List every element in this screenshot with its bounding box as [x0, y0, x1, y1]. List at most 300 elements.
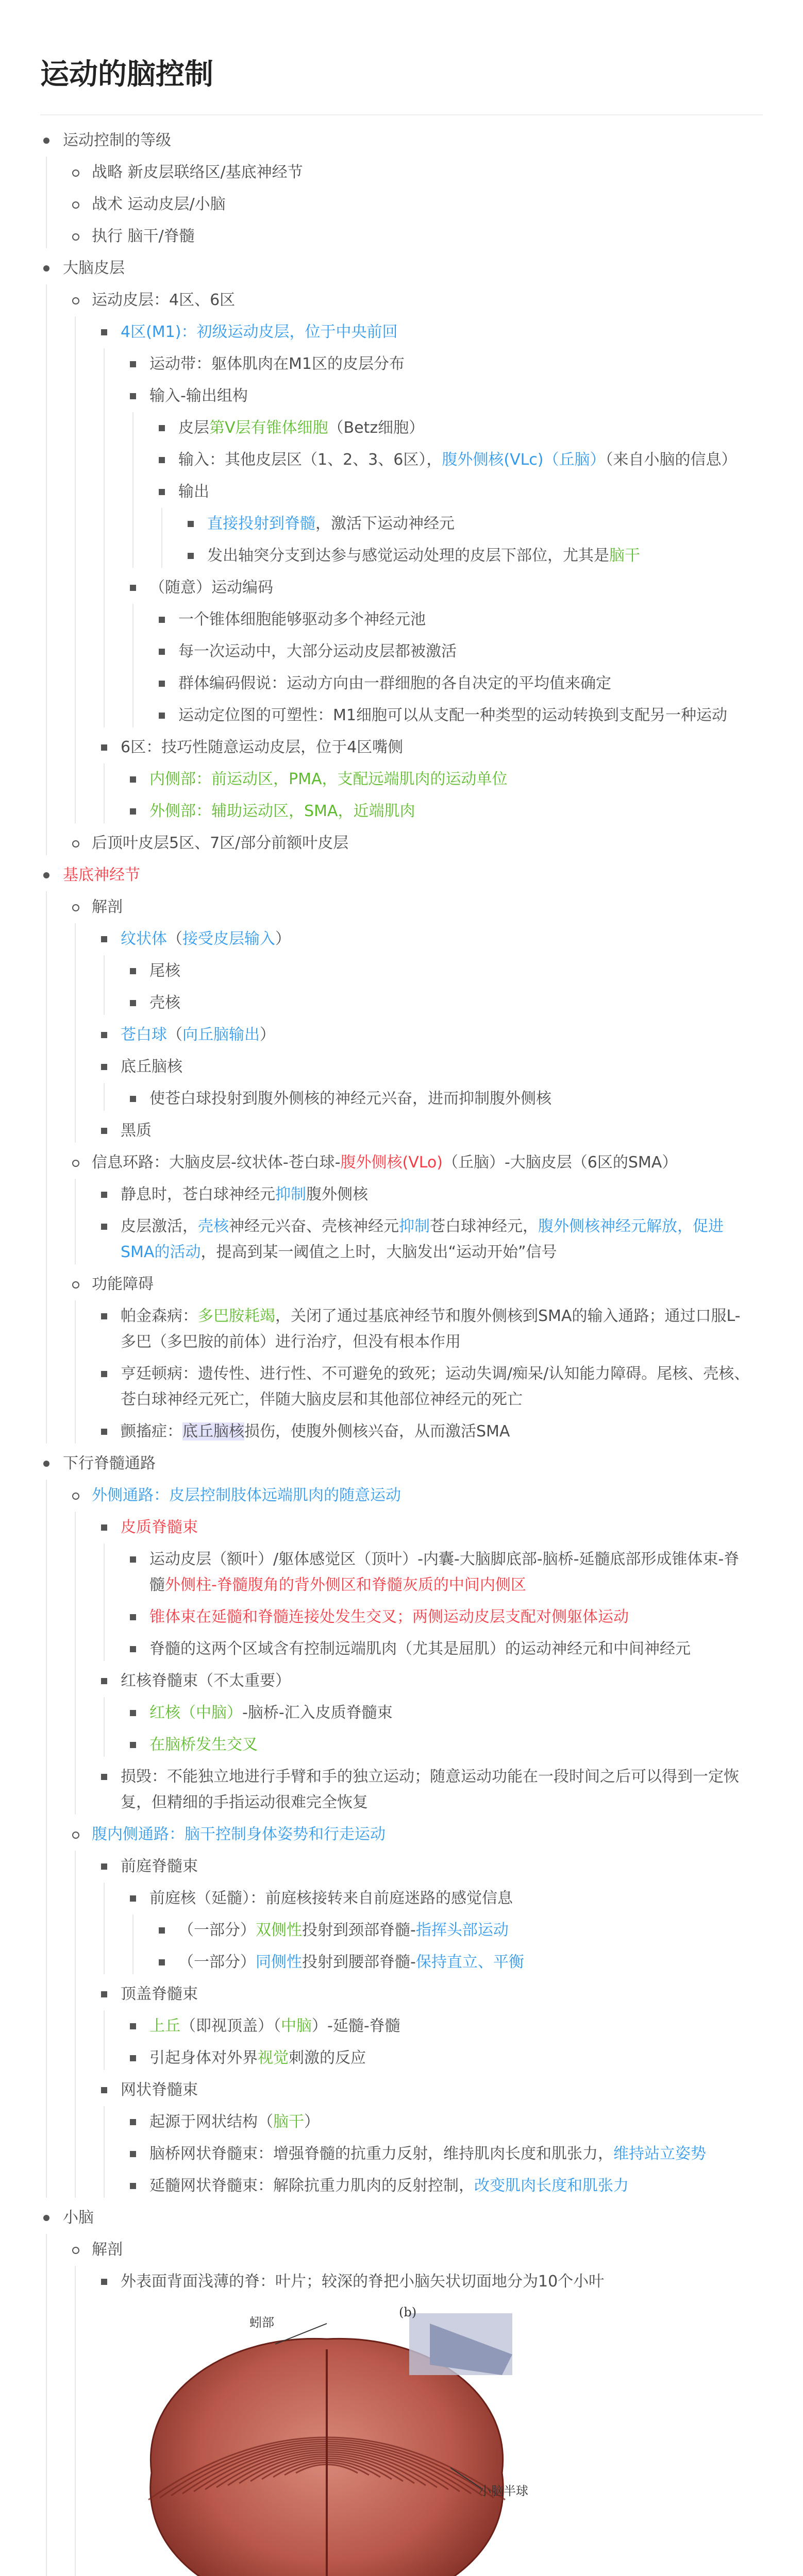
text-segment: ，激活下运动神经元 — [315, 515, 455, 533]
text-segment: 抑制 — [399, 1217, 430, 1235]
outline-row — [0, 1697, 803, 1729]
text-segment: （随意）运动编码 — [149, 579, 273, 597]
text-segment: 网状脊髓束 — [121, 2081, 198, 2099]
bullet-icon — [101, 2279, 107, 2285]
outline-item — [0, 1147, 803, 1268]
outline-row — [0, 1665, 803, 1697]
text-segment: 起源于网状结构（ — [149, 2113, 273, 2131]
outline-row — [0, 1268, 803, 1300]
outline-item — [0, 1851, 803, 1978]
outline-row — [0, 412, 803, 444]
outline-item — [0, 2234, 803, 2576]
bullet-icon — [159, 617, 165, 623]
outline-item — [0, 348, 803, 380]
outline-item — [0, 189, 803, 221]
outline-item — [0, 1978, 803, 2074]
outline-item — [0, 732, 803, 827]
text-segment: 发出轴突分支到达参与感觉运动处理的皮层下部位，尤其是 — [207, 547, 609, 565]
bullet-icon — [130, 1646, 136, 1652]
outline-item — [0, 1179, 803, 1211]
outline-row — [0, 2266, 803, 2298]
text-segment: 引起身体对外界 — [149, 2049, 258, 2067]
text-segment: 底丘脑核 — [182, 1422, 244, 1440]
text-segment: ，关闭了通过基底神经节和腹外侧核到SMA的输入通路；通过口服L-多巴（多巴胺的前体）进行治疗，但没有根本作用 — [121, 1307, 741, 1351]
text-segment: 脑干 — [273, 2113, 304, 2131]
outline-row — [0, 891, 803, 923]
text-segment: 皮质脊髓束 — [121, 1518, 198, 1536]
text-segment: 脑干 — [609, 547, 640, 565]
bullet-icon — [130, 585, 136, 591]
outline-item — [0, 1819, 803, 2202]
text-segment: 直接投射到脊髓 — [207, 515, 315, 533]
outline-item — [0, 221, 803, 252]
outline-item — [0, 252, 803, 859]
bullet-icon — [72, 201, 79, 209]
outline-item — [0, 316, 803, 732]
text-segment: 皮层 — [178, 419, 209, 437]
bullet-icon — [101, 1991, 107, 1997]
text-segment: （ — [167, 930, 182, 948]
bullet-icon — [101, 329, 107, 335]
outline-row — [0, 955, 803, 987]
outline-row — [0, 1729, 803, 1761]
text-segment: 下行脊髓通路 — [63, 1454, 156, 1472]
text-segment: 接受皮层输入 — [182, 930, 275, 948]
bullet-icon — [130, 1895, 136, 1902]
outline-row — [0, 1179, 803, 1211]
outline-item — [0, 2074, 803, 2202]
text-segment: 小脑 — [63, 2209, 94, 2227]
bullet-icon — [130, 2055, 136, 2061]
outline-row — [0, 1300, 803, 1358]
text-segment: 皮层激活， — [121, 1217, 198, 1235]
outline-row — [0, 859, 803, 891]
bullet-icon — [43, 2215, 49, 2221]
outline-item — [0, 1211, 803, 1268]
text-segment: 信息环路：大脑皮层-纹状体-苍白球- — [92, 1154, 341, 1172]
outline-item — [0, 604, 803, 636]
text-segment: 维持站立姿势 — [613, 2145, 706, 2163]
text-segment: 腹外侧核(VLo) — [340, 1154, 443, 1172]
outline-item — [0, 476, 803, 572]
text-segment: 红核（中脑） — [149, 1704, 242, 1722]
bullet-icon — [72, 233, 79, 241]
bullet-icon — [130, 808, 136, 815]
outline-item — [0, 1697, 803, 1729]
text-segment: 4区(M1)：初级运动皮层，位于中央前回 — [121, 323, 398, 341]
bullet-icon — [130, 1000, 136, 1006]
bullet-icon — [72, 904, 79, 911]
text-segment: 苍白球 — [121, 1026, 167, 1044]
outline-item — [0, 1761, 803, 1819]
bullet-icon — [159, 649, 165, 655]
bullet-icon — [159, 681, 165, 687]
cerebellum-figure — [121, 2303, 533, 2576]
bullet-icon — [101, 1371, 107, 1377]
bullet-icon — [72, 1493, 79, 1500]
text-segment: 基底神经节 — [63, 866, 140, 884]
outline-item — [0, 1601, 803, 1633]
bullet-icon — [130, 2151, 136, 2157]
outline-item — [0, 859, 803, 1448]
bullet-icon — [72, 1160, 79, 1167]
text-segment: 前庭核（延髓）：前庭核接转来自前庭迷路的感觉信息 — [149, 1889, 513, 1907]
text-segment: 壳核 — [198, 1217, 229, 1235]
outline-item — [0, 764, 803, 795]
text-segment: 外侧通路：皮层控制肢体远端肌肉的随意运动 — [92, 1486, 401, 1504]
bullet-icon — [43, 1461, 49, 1467]
text-segment: 指挥头部运动 — [415, 1921, 509, 1939]
text-segment: 内侧部：前运动区，PMA，支配远端肌肉的运动单位 — [149, 770, 508, 788]
outline-row — [0, 1358, 803, 1416]
outline-row — [0, 2010, 803, 2042]
outline-row — [0, 1416, 803, 1448]
bullet-icon — [101, 1678, 107, 1684]
outline-item — [0, 1300, 803, 1358]
outline-item — [0, 827, 803, 859]
outline-row — [0, 795, 803, 827]
outline-item — [0, 540, 803, 572]
outline-row — [0, 2234, 803, 2266]
label-hemisphere: 小脑半球 — [479, 2484, 528, 2498]
text-segment: 6区：技巧性随意运动皮层，位于4区嘴侧 — [121, 738, 404, 756]
outline-row — [0, 1051, 803, 1083]
bullet-icon — [188, 553, 194, 559]
text-segment: 尾核 — [149, 962, 180, 980]
page-title: 运动的脑控制 — [40, 58, 213, 91]
text-segment: 一个锥体细胞能够驱动多个神经元池 — [178, 611, 426, 629]
bullet-icon — [43, 872, 49, 878]
bullet-icon — [130, 1742, 136, 1748]
text-segment: 颤搐症： — [121, 1422, 182, 1440]
text-segment: 腹外侧核 — [306, 1185, 368, 1204]
text-segment: 投射到腰部脊髓- — [302, 1953, 416, 1971]
text-segment: （一部分） — [178, 1953, 256, 1971]
text-segment: （一部分） — [178, 1921, 256, 1939]
text-segment: 多巴胺耗竭 — [198, 1307, 275, 1325]
bullet-icon — [159, 457, 165, 463]
bullet-icon — [130, 1614, 136, 1620]
text-segment: 运动带：躯体肌肉在M1区的皮层分布 — [149, 355, 405, 373]
text-segment: 脊髓的这两个区域含有控制远端肌肉（尤其是屈肌）的运动神经元和中间神经元 — [149, 1640, 691, 1658]
outline-item — [0, 1268, 803, 1448]
outline-row — [0, 1819, 803, 1851]
outline-item — [0, 2170, 803, 2202]
text-segment: 功能障碍 — [92, 1275, 154, 1293]
outline-row — [0, 636, 803, 668]
outline-item — [0, 1416, 803, 1448]
outline-item — [0, 2138, 803, 2170]
outline-item — [0, 1633, 803, 1665]
outline-row — [0, 508, 803, 540]
outline-row — [0, 2202, 803, 2234]
outline-row — [0, 189, 803, 221]
text-segment: （丘脑）-大脑皮层（6区的SMA） — [442, 1154, 678, 1172]
outline-row — [0, 732, 803, 764]
text-segment: 解剖 — [92, 2241, 123, 2259]
outline-row — [0, 2042, 803, 2074]
text-segment: 脑桥网状脊髓束：增强脊髓的抗重力反射，维持肌肉长度和肌张力， — [149, 2145, 613, 2163]
text-segment: 向丘脑输出 — [182, 1026, 260, 1044]
text-segment: 上丘 — [149, 2017, 180, 2035]
bullet-icon — [101, 1429, 107, 1435]
text-segment: 双侧性 — [256, 1921, 302, 1939]
outline-row — [0, 125, 803, 157]
bullet-icon — [72, 840, 79, 848]
outline-row — [0, 1946, 803, 1978]
outline-item — [0, 125, 803, 252]
text-segment: 运动控制的等级 — [63, 131, 171, 149]
outline-row — [0, 1544, 803, 1601]
text-segment: 腹外侧核(VLc)（丘脑） — [442, 451, 606, 469]
outline-row — [0, 348, 803, 380]
outline-row — [0, 700, 803, 732]
outline-row — [0, 1115, 803, 1147]
text-segment: 视觉 — [258, 2049, 289, 2067]
text-segment: 中脑 — [281, 2017, 312, 2035]
outline-tree — [0, 125, 803, 2576]
outline-row — [0, 1851, 803, 1883]
text-segment: （来自小脑的信息） — [605, 451, 737, 469]
bullet-icon — [130, 1096, 136, 1102]
text-segment: （Betz细胞） — [328, 419, 425, 437]
title-divider — [40, 114, 763, 115]
bullet-icon — [43, 138, 49, 144]
bullet-icon — [101, 936, 107, 942]
text-segment: 外侧柱-脊髓腹角的背外侧区和脊髓灰质的中间内侧区 — [165, 1576, 526, 1594]
text-segment: 红核脊髓束（不太重要） — [121, 1672, 291, 1690]
bullet-icon — [101, 1313, 107, 1319]
outline-item — [0, 1512, 803, 1665]
outline-row — [0, 1512, 803, 1544]
outline-item — [0, 1115, 803, 1147]
text-segment: 黑质 — [121, 1122, 152, 1140]
text-segment: 底丘脑核 — [121, 1058, 182, 1076]
outline-row — [0, 572, 803, 604]
bullet-icon — [72, 170, 79, 177]
outline-item — [0, 1544, 803, 1601]
bullet-icon — [101, 1224, 107, 1230]
text-segment: 在脑桥发生交叉 — [149, 1736, 258, 1754]
label-b: (b) — [399, 2305, 417, 2319]
outline-row — [0, 1480, 803, 1512]
text-segment: 解剖 — [92, 898, 123, 916]
text-segment: ） — [260, 1026, 275, 1044]
outline-row — [0, 1019, 803, 1051]
outline-row — [0, 1147, 803, 1179]
bullet-icon — [101, 1863, 107, 1870]
outline-item — [0, 2266, 803, 2576]
bullet-icon — [130, 393, 136, 399]
text-segment: 群体编码假说：运动方向由一群细胞的各自决定的平均值来确定 — [178, 674, 611, 692]
outline-item — [0, 1358, 803, 1416]
text-segment: 苍白球神经元， — [430, 1217, 538, 1235]
text-segment: ，提高到某一阈值之上时，大脑发出“运动开始”信号 — [200, 1243, 557, 1261]
bullet-icon — [188, 521, 194, 527]
outline-item — [0, 1729, 803, 1761]
bullet-icon — [159, 1927, 165, 1934]
text-segment: 抑制 — [275, 1185, 306, 1204]
outline-row — [0, 827, 803, 859]
outline-row — [0, 284, 803, 316]
text-segment: 输入-输出组构 — [149, 387, 248, 405]
bullet-icon — [101, 1032, 107, 1038]
text-segment: 刺激的反应 — [289, 2049, 366, 2067]
bullet-icon — [101, 744, 107, 751]
outline-item — [0, 2106, 803, 2138]
outline-item — [0, 923, 803, 1019]
bullet-icon — [159, 1959, 165, 1965]
outline-item — [0, 508, 803, 540]
text-segment: 输出 — [178, 483, 209, 501]
outline-row — [0, 1978, 803, 2010]
text-segment: 锥体束在延髓和脊髓连接处发生交叉；两侧运动皮层支配对侧躯体运动 — [149, 1608, 629, 1626]
outline-item — [0, 987, 803, 1019]
outline-row — [0, 1601, 803, 1633]
text-segment: （即视顶盖）（ — [180, 2017, 281, 2035]
outline-row — [0, 764, 803, 795]
outline-row — [0, 2074, 803, 2106]
outline-row — [0, 1211, 803, 1268]
outline-row — [0, 668, 803, 700]
outline-item — [0, 1480, 803, 1819]
outline-row — [0, 1633, 803, 1665]
text-segment: 纹状体 — [121, 930, 167, 948]
text-segment: 同侧性 — [256, 1953, 302, 1971]
outline-item — [0, 891, 803, 1147]
outline-row — [0, 221, 803, 252]
outline-item — [0, 955, 803, 987]
outline-item — [0, 1019, 803, 1051]
text-segment: 投射到颈部脊髓- — [302, 1921, 416, 1939]
outline-item — [0, 2042, 803, 2074]
bullet-icon — [130, 2119, 136, 2125]
bullet-icon — [101, 1064, 107, 1070]
outline-item — [0, 636, 803, 668]
text-segment: 保持直立、平衡 — [415, 1953, 524, 1971]
bullet-icon — [72, 297, 79, 304]
label-vermis: 蚓部 — [249, 2315, 274, 2330]
text-segment: 外表面背面浅薄的脊：叶片；较深的脊把小脑矢状切面地分为10个小叶 — [121, 2273, 605, 2291]
outline-item — [0, 157, 803, 189]
outline-item — [0, 444, 803, 476]
outline-row — [0, 2170, 803, 2202]
text-segment: 损伤，使腹外侧核兴奋，从而激活SMA — [244, 1422, 510, 1440]
outline-item — [0, 1665, 803, 1761]
text-segment: 输入：其他皮层区（1、2、3、6区）， — [178, 451, 442, 469]
outline-item — [0, 412, 803, 444]
outline-item — [0, 2010, 803, 2042]
bullet-icon — [101, 2087, 107, 2093]
outline-row — [0, 1448, 803, 1480]
outline-row — [0, 1083, 803, 1115]
text-segment: 壳核 — [149, 994, 180, 1012]
outline-row — [0, 987, 803, 1019]
outline-row — [0, 252, 803, 284]
outline-row — [0, 316, 803, 348]
bullet-icon — [72, 1832, 79, 1839]
outline-item — [0, 1914, 803, 1946]
bullet-icon — [130, 2183, 136, 2189]
bullet-icon — [101, 1774, 107, 1780]
text-segment: 腹内侧通路：脑干控制身体姿势和行走运动 — [92, 1825, 386, 1843]
outline-row — [0, 540, 803, 572]
bullet-icon — [72, 2247, 79, 2254]
outline-row — [0, 1914, 803, 1946]
text-segment: 战略 新皮层联络区/基底神经节 — [92, 163, 303, 181]
text-segment: 使苍白球投射到腹外侧核的神经元兴奋，进而抑制腹外侧核 — [149, 1090, 551, 1108]
text-segment: 腹外侧核神经元解放，促进SMA的活动 — [121, 1217, 724, 1261]
text-segment: （ — [167, 1026, 182, 1044]
outline-item — [0, 668, 803, 700]
text-segment: 运动定位图的可塑性：M1细胞可以从支配一种类型的运动转换到支配另一种运动 — [178, 706, 727, 724]
bullet-icon — [101, 1192, 107, 1198]
outline-item — [0, 2202, 803, 2576]
text-segment: 前庭脊髓束 — [121, 1857, 198, 1875]
outline-row — [0, 923, 803, 955]
outline-item — [0, 380, 803, 572]
bullet-icon — [159, 425, 165, 431]
outline-item — [0, 572, 803, 732]
outline-row — [0, 2106, 803, 2138]
text-segment: 大脑皮层 — [63, 259, 125, 277]
text-segment: 执行 脑干/脊髓 — [92, 227, 195, 245]
outline-row — [0, 444, 803, 476]
outline-row — [0, 1883, 803, 1914]
text-segment: 亨廷顿病：遗传性、进行性、不可避免的致死；运动失调/痴呆/认知能力障碍。尾核、壳核、苍白球神经元死亡，伴随大脑皮层和其他部位神经元的死亡 — [121, 1365, 750, 1409]
bullet-icon — [159, 713, 165, 719]
outline-row — [0, 380, 803, 412]
text-segment: 每一次运动中，大部分运动皮层都被激活 — [178, 642, 457, 660]
text-segment: 战术 运动皮层/小脑 — [92, 195, 226, 213]
bullet-icon — [130, 1710, 136, 1716]
text-segment: 第V层有锥体细胞 — [209, 419, 328, 437]
outline-item — [0, 1946, 803, 1978]
text-segment: 帕金森病： — [121, 1307, 198, 1325]
bullet-icon — [130, 968, 136, 974]
bullet-icon — [72, 1281, 79, 1289]
text-segment: ） — [275, 930, 291, 948]
text-segment: 后顶叶皮层5区、7区/部分前额叶皮层 — [92, 834, 349, 852]
outline-row — [0, 604, 803, 636]
bullet-icon — [130, 776, 136, 783]
outline-row — [0, 2138, 803, 2170]
text-segment: 损毁：不能独立地进行手臂和手的独立运动；随意运动功能在一段时间之后可以得到一定恢复，但精细的手指运动很难完全恢复 — [121, 1768, 739, 1811]
outline-row — [0, 1761, 803, 1819]
bullet-icon — [159, 489, 165, 495]
text-segment: 外侧部：辅助运动区，SMA，近端肌肉 — [149, 802, 415, 820]
bullet-icon — [130, 1556, 136, 1563]
outline-item — [0, 1448, 803, 2202]
text-segment: ）-延髓-脊髓 — [312, 2017, 400, 2035]
outline-item — [0, 284, 803, 827]
text-segment: 神经元兴奋、壳核神经元 — [229, 1217, 399, 1235]
cerebellum-illustration — [121, 2303, 533, 2576]
bullet-icon — [130, 361, 136, 367]
outline-item — [0, 700, 803, 732]
text-segment: 运动皮层（额叶）/躯体感觉区（顶叶）-内囊-大脑脚底部-脑桥-延髓底部形成锥体束-脊髓 — [149, 1550, 740, 1594]
bullet-icon — [101, 1524, 107, 1531]
text-segment: -脑桥-汇入皮质脊髓束 — [242, 1704, 393, 1722]
text-segment: ） — [304, 2113, 320, 2131]
outline-row — [0, 157, 803, 189]
bullet-icon — [130, 2023, 136, 2029]
outline-item — [0, 1051, 803, 1115]
text-segment: 静息时，苍白球神经元 — [121, 1185, 275, 1204]
outline-row — [0, 476, 803, 508]
outline-item — [0, 1883, 803, 1978]
text-segment: 运动皮层：4区、6区 — [92, 291, 236, 309]
